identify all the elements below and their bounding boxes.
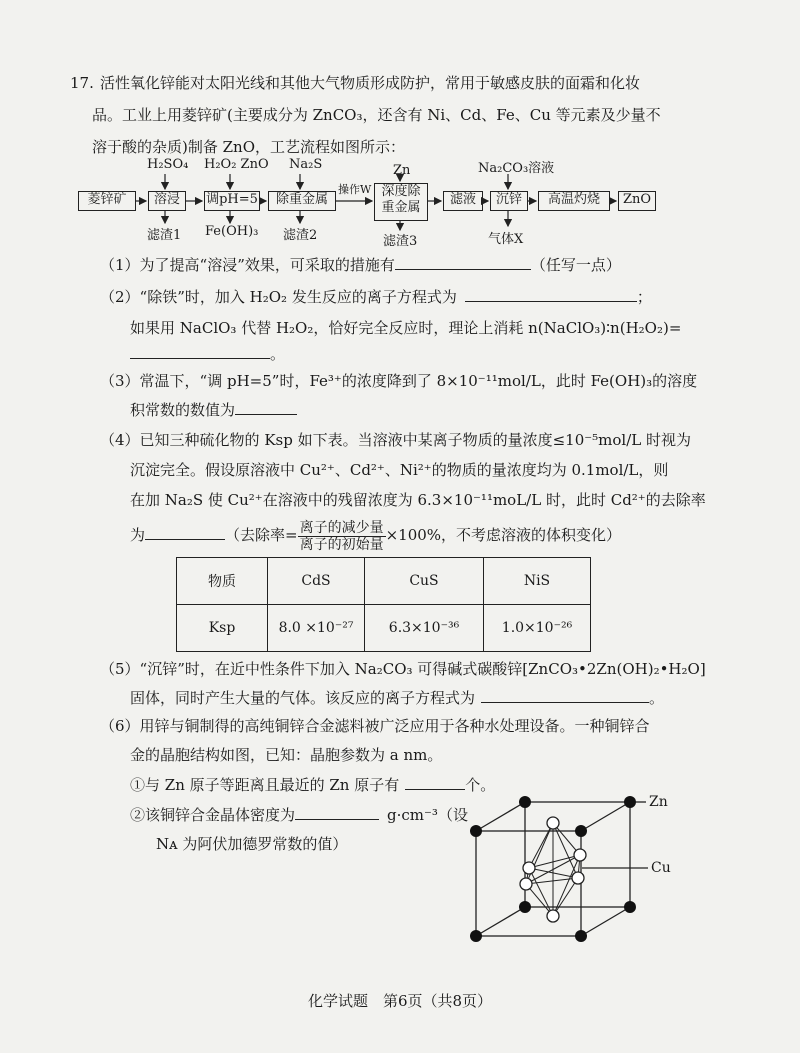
gas-x: 气体X <box>488 232 524 247</box>
legend-cu: Cu <box>651 860 671 876</box>
question-number: 17. <box>70 74 94 92</box>
reagent-na2s: Na₂S <box>289 157 323 172</box>
part-6c-tail: 个。 <box>465 776 496 794</box>
table-cell-cds: 8.0 ×10⁻²⁷ <box>268 605 365 652</box>
part-2c <box>130 344 285 363</box>
table-cell-cus: 6.3×10⁻³⁶ <box>365 605 484 652</box>
reagent-h2so4: H₂SO₄ <box>147 157 189 172</box>
table-header-nis: NiS <box>484 558 591 605</box>
part-3b <box>130 400 297 419</box>
residue-2: 滤渣2 <box>283 228 318 243</box>
residue-3: 滤渣3 <box>383 234 418 249</box>
page-footer: 化学试题 第6页（共8页） <box>307 992 493 1010</box>
flow-arrows <box>0 0 800 260</box>
operation-w-label: 操作W <box>338 183 372 196</box>
part-2a-text: （2）“除铁”时，加入 H₂O₂ 发生反应的离子方程式为 <box>100 288 457 306</box>
part-2a <box>100 287 652 306</box>
part-2a-tail: ； <box>636 288 652 306</box>
part-5b <box>130 688 664 707</box>
part-6c <box>130 775 495 794</box>
deep-removal-line2: 重金属 <box>381 200 421 215</box>
removal-rate-fraction <box>298 520 386 553</box>
ksp-table <box>176 557 591 652</box>
residue-feoh3: Fe(OH)₃ <box>205 224 259 239</box>
intro-line-3: 溶于酸的杂质)制备 ZnO，工艺流程如图所示： <box>92 138 406 156</box>
reagent-zn: Zn <box>393 163 411 178</box>
part-6d-tail: g·cm⁻³（设 <box>387 806 468 824</box>
table-header-cus: CuS <box>365 558 484 605</box>
part-4b: 沉淀完全。假设原溶液中 Cu²⁺、Cd²⁺、Ni²⁺的物质的量浓度均为 0.1mol/L，则 <box>130 461 669 479</box>
part-3b-text: 积常数的数值为 <box>130 401 236 419</box>
part-5a: （5）“沉锌”时，在近中性条件下加入 Na₂CO₃ 可得碱式碳酸锌[ZnCO₃•2Zn(OH)₂•H₂O] <box>100 660 706 678</box>
flow-box-adjust-ph: 调pH=5 <box>204 191 260 211</box>
part-4d <box>130 517 621 553</box>
flow-box-ore: 菱锌矿 <box>78 191 136 211</box>
answer-blank-6b[interactable] <box>295 805 379 820</box>
table-row <box>177 605 591 652</box>
flow-box-precipitate-zn: 沉锌 <box>490 191 528 211</box>
flow-box-remove-heavy-metal: 除重金属 <box>268 191 336 211</box>
part-6b: 金的晶胞结构如图，已知：晶胞参数为 a nm。 <box>130 746 443 764</box>
part-5b-text: 固体，同时产生大量的气体。该反应的离子方程式为 <box>130 689 476 707</box>
part-1-tail: （任写一点） <box>530 256 621 274</box>
answer-blank-1[interactable] <box>395 255 531 270</box>
legend-zn: Zn <box>649 794 668 810</box>
fraction-denominator: 离子的初始量 <box>299 536 384 553</box>
answer-blank-6a[interactable] <box>405 775 465 790</box>
reagent-h2o2-zno: H₂O₂ ZnO <box>204 157 269 172</box>
part-1 <box>100 255 621 274</box>
reagent-na2co3: Na₂CO₃溶液 <box>478 161 555 176</box>
deep-removal-line1: 深度除 <box>381 184 421 199</box>
table-header-substance: 物质 <box>177 558 268 605</box>
residue-1: 滤渣1 <box>147 228 182 243</box>
flow-box-filtrate: 滤液 <box>443 191 483 211</box>
part-2b: 如果用 NaClO₃ 代替 H₂O₂，恰好完全反应时，理论上消耗 n(NaClO₃)∶n(H₂O₂)= <box>130 319 682 337</box>
table-row-label: Ksp <box>177 605 268 652</box>
part-6c-text: ①与 Zn 原子等距离且最近的 Zn 原子有 <box>130 776 400 794</box>
table-header-row <box>177 558 591 605</box>
answer-blank-2a[interactable] <box>465 287 637 302</box>
part-4a: （4）已知三种硫化物的 Ksp 如下表。当溶液中某离子物质的量浓度≤10⁻⁵mol/L 时视为 <box>100 431 692 449</box>
part-3a: （3）常温下，“调 pH=5”时，Fe³⁺的浓度降到了 8×10⁻¹¹mol/L，此时 Fe(OH)₃的溶度 <box>100 372 698 390</box>
part-4c: 在加 Na₂S 使 Cu²⁺在溶液中的残留浓度为 6.3×10⁻¹¹moL/L 时，此时 Cd²⁺的去除率 <box>130 491 706 509</box>
answer-blank-2b[interactable] <box>130 344 270 359</box>
table-cell-nis: 1.0×10⁻²⁶ <box>484 605 591 652</box>
answer-blank-5[interactable] <box>481 688 649 703</box>
part-4d-post: ×100%，不考虑溶液的体积变化） <box>385 526 622 544</box>
part-2c-tail: 。 <box>270 345 286 363</box>
flow-box-leach: 溶浸 <box>148 191 186 211</box>
fraction-numerator: 离子的减少量 <box>299 519 384 536</box>
flow-box-calcine: 高温灼烧 <box>538 191 610 211</box>
part-6e: Nᴀ 为阿伏加德罗常数的值） <box>156 835 348 853</box>
table-header-cds: CdS <box>268 558 365 605</box>
intro-line-1: 活性氧化锌能对太阳光线和其他大气物质形成防护，常用于敏感皮肤的面霜和化妆 <box>100 74 641 92</box>
part-4d-pre: 为 <box>130 526 146 544</box>
part-6d <box>130 805 468 824</box>
part-1-text: （1）为了提高“溶浸”效果，可采取的措施有 <box>100 256 395 274</box>
flow-box-zno: ZnO <box>618 191 656 211</box>
part-5b-tail: 。 <box>649 689 665 707</box>
part-4d-mid: （去除率= <box>225 526 298 544</box>
intro-line-2: 品。工业上用菱锌矿(主要成分为 ZnCO₃，还含有 Ni、Cd、Fe、Cu 等元素及少量不 <box>92 106 661 124</box>
part-6a: （6）用锌与铜制得的高纯铜锌合金滤料被广泛应用于各种水处理设备。一种铜锌合 <box>100 717 650 735</box>
answer-blank-3[interactable] <box>235 400 297 415</box>
part-6d-text: ②该铜锌合金晶体密度为 <box>130 806 296 824</box>
answer-blank-4[interactable] <box>145 525 225 540</box>
